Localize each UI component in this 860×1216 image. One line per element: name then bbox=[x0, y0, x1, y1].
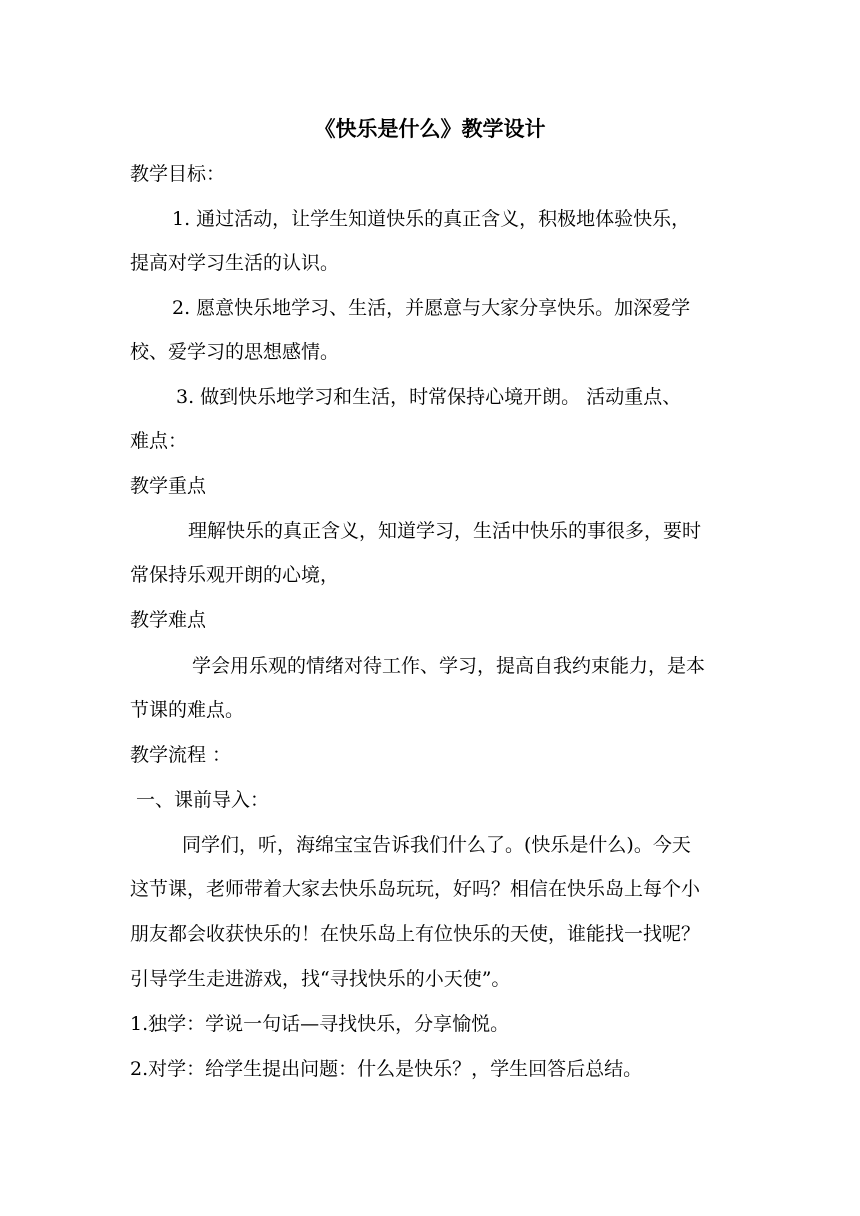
intro-line-2: 这节课，老师带着大家去快乐岛玩玩，好吗？相信在快乐岛上每个小 bbox=[130, 878, 701, 900]
objective-1-line-1: 1. 通过活动，让学生知道快乐的真正含义，积极地体验快乐， bbox=[172, 208, 691, 230]
objective-2-line-1: 2. 愿意快乐地学习、生活，并愿意与大家分享快乐。加深爱学 bbox=[172, 297, 691, 319]
intro-line-4: 引导学生走进游戏，找“寻找快乐的小天使”。 bbox=[130, 968, 511, 990]
key-point-line-2: 常保持乐观开朗的心境， bbox=[130, 564, 340, 586]
objective-2-line-2: 校、爱学习的思想感情。 bbox=[130, 341, 340, 363]
difficulty-line-1: 学会用乐观的情绪对待工作、学习，提高自我约束能力，是本 bbox=[192, 655, 706, 677]
objectives-heading: 教学目标： bbox=[130, 163, 226, 185]
document-title: 《快乐是什么》教学设计 bbox=[314, 116, 546, 141]
intro-line-3: 朋友都会收获快乐的！在快乐岛上有位快乐的天使，谁能找一找呢？ bbox=[130, 923, 701, 945]
intro-line-1: 同学们，听，海绵宝宝告诉我们什么了。(快乐是什么)。今天 bbox=[182, 834, 691, 856]
difficulty-heading: 教学难点 bbox=[130, 609, 207, 631]
objective-3-line-2: 难点： bbox=[130, 430, 188, 452]
objective-3-line-1: 3. 做到快乐地学习和生活，时常保持心境开朗。 活动重点、 bbox=[176, 386, 682, 408]
step-1: 1.独学：学说一句话—寻找快乐，分享愉悦。 bbox=[130, 1013, 510, 1035]
difficulty-line-2: 节课的难点。 bbox=[130, 699, 245, 721]
step-2: 2.对学：给学生提出问题：什么是快乐？，学生回答后总结。 bbox=[130, 1058, 643, 1080]
objective-1-line-2: 提高对学习生活的认识。 bbox=[130, 252, 340, 274]
process-heading: 教学流程 ： bbox=[130, 744, 232, 766]
key-point-heading: 教学重点 bbox=[130, 475, 207, 497]
key-point-line-1: 理解快乐的真正含义，知道学习，生活中快乐的事很多，要时 bbox=[188, 520, 702, 542]
section-1-heading: 一、课前导入： bbox=[136, 789, 270, 811]
